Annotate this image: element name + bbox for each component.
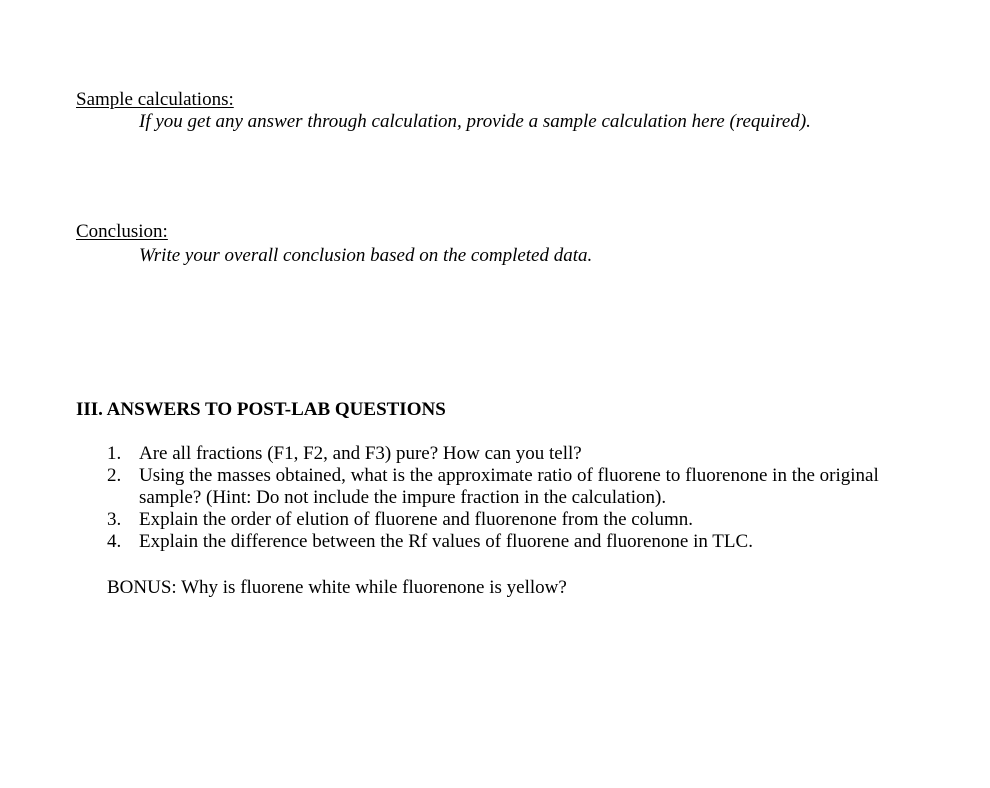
sample-calculations-instruction: If you get any answer through calculation, provide a sample calculation here (required). (139, 111, 811, 132)
question-item-1 (107, 443, 927, 465)
post-lab-question-list (107, 443, 927, 553)
question-line: sample? (Hint: Do not include the impure fraction in the calculation). (139, 487, 667, 508)
post-lab-section-title: III. ANSWERS TO POST-LAB QUESTIONS (76, 399, 446, 420)
question-line: Are all fractions (F1, F2, and F3) pure? How can you tell? (139, 443, 582, 464)
question-line: Using the masses obtained, what is the approximate ratio of fluorene to fluorenone in the original (139, 465, 879, 486)
question-number: 4. (107, 531, 122, 552)
conclusion-heading: Conclusion: (76, 221, 168, 242)
conclusion-instruction: Write your overall conclusion based on the completed data. (139, 245, 593, 266)
bonus-question: BONUS: Why is fluorene white while fluorenone is yellow? (107, 577, 567, 598)
question-text (139, 465, 927, 509)
question-text (139, 531, 927, 553)
question-number: 3. (107, 509, 122, 530)
question-line: Explain the difference between the Rf values of fluorene and fluorenone in TLC. (139, 531, 753, 552)
question-item-3 (107, 509, 927, 531)
question-number: 1. (107, 443, 122, 464)
question-item-4 (107, 531, 927, 553)
question-text (139, 443, 927, 465)
question-item-2 (107, 465, 927, 509)
sample-calculations-heading: Sample calculations: (76, 89, 234, 110)
question-line: Explain the order of elution of fluorene and fluorenone from the column. (139, 509, 693, 530)
question-text (139, 509, 927, 531)
question-number: 2. (107, 465, 122, 486)
